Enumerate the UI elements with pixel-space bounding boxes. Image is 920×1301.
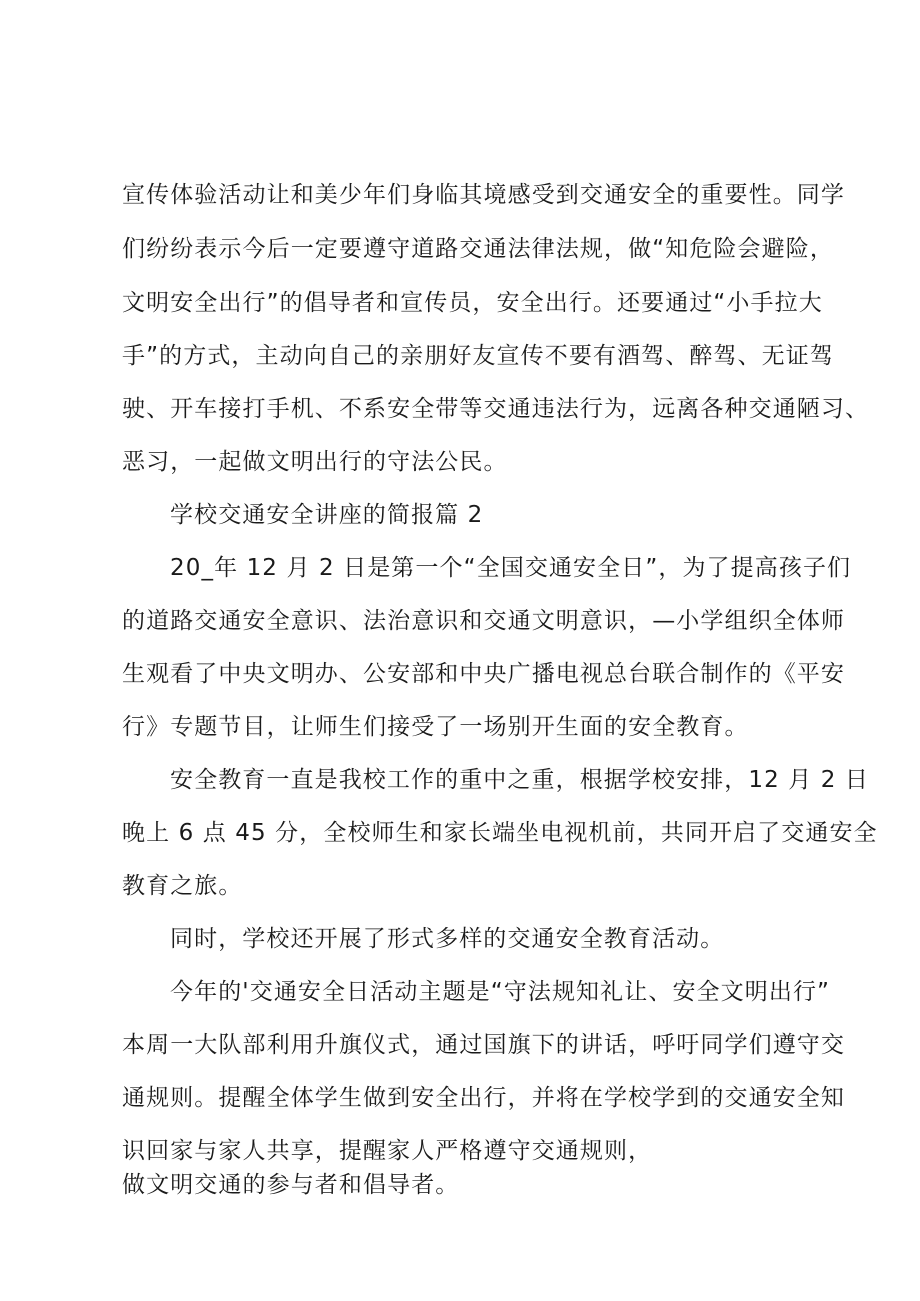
paragraph-line: 们纷纷表示今后一定要遵守道路交通法律法规，做“知危险会避险， [122, 236, 834, 262]
paragraph-line: 行》专题节目，让师生们接受了一场别开生面的安全教育。 [122, 714, 749, 740]
paragraph-line: 做文明交通的参与者和倡导者。 [122, 1172, 460, 1198]
paragraph-line: 安全教育一直是我校工作的重中之重，根据学校安排，12 月 2 日 [170, 767, 870, 793]
paragraph-line: 驶、开车接打手机、不系安全带等交通违法行为，远离各种交通陋习、 [122, 396, 870, 422]
paragraph-line: 晚上 6 点 45 分，全校师生和家长端坐电视机前，共同开启了交通安全 [122, 820, 878, 846]
paragraph-line: 文明安全出行”的倡导者和宣传员，安全出行。还要通过“小手拉大 [122, 290, 823, 316]
paragraph-line: 同时，学校还开展了形式多样的交通安全教育活动。 [170, 926, 725, 952]
paragraph-line: 识回家与家人共享，提醒家人严格遵守交通规则， [122, 1138, 653, 1164]
paragraph-line: 宣传体验活动让和美少年们身临其境感受到交通安全的重要性。同学 [122, 182, 845, 208]
paragraph-line: 今年的'交通安全日活动主题是“守法规知礼让、安全文明出行” [170, 979, 831, 1005]
paragraph-line: 手”的方式，主动向自己的亲朋好友宣传不要有酒驾、醉驾、无证驾 [122, 343, 834, 369]
paragraph-line: 通规则。提醒全体学生做到安全出行，并将在学校学到的交通安全知 [122, 1085, 845, 1111]
paragraph-line: 恶习，一起做文明出行的守法公民。 [122, 449, 508, 475]
paragraph-line: 生观看了中央文明办、公安部和中央广播电视总台联合制作的《平安 [122, 661, 845, 687]
paragraph-line: 教育之旅。 [122, 873, 243, 899]
paragraph-line: 的道路交通安全意识、法治意识和交通文明意识，—小学组织全体师 [122, 608, 845, 634]
paragraph-line: 20_年 12 月 2 日是第一个“全国交通安全日”，为了提高孩子们 [170, 555, 852, 581]
paragraph-line: 本周一大队部利用升旗仪式，通过国旗下的讲话，呼吁同学们遵守交 [122, 1032, 845, 1058]
section-heading: 学校交通安全讲座的简报篇 2 [170, 502, 484, 528]
